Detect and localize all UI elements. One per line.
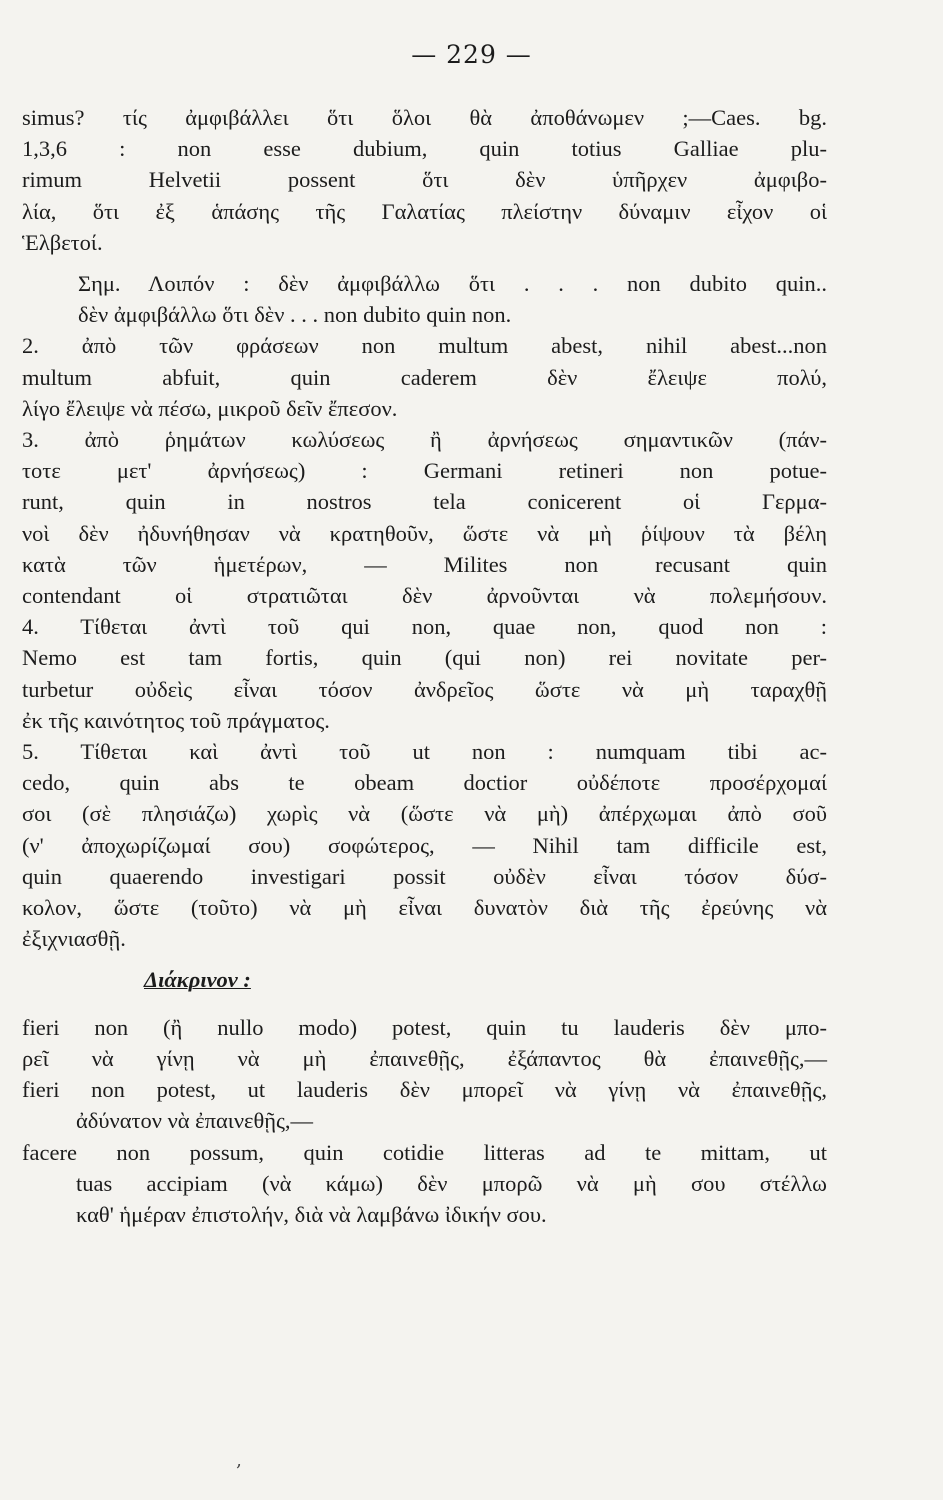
- section-heading: Διάκρινον :: [144, 967, 251, 993]
- text-line: λίγο ἔλειψε νὰ πέσω, μικροῦ δεῖν ἔπεσον.: [22, 395, 398, 421]
- text-line: cedo, quin abs te obeam doctior οὐδέποτε προσέρχομαί: [22, 770, 827, 796]
- text-line: 2. ἀπὸ τῶν φράσεων non multum abest, nihil abest...non: [22, 333, 827, 359]
- text-line: ἐκ τῆς καινότητος τοῦ πράγματος.: [22, 707, 330, 733]
- text-line: λία, ὅτι ἐξ ἁπάσης τῆς Γαλατίας πλείστην δύναμιν εἶχον οἱ: [22, 198, 827, 224]
- text-line: ἐξιχνιασθῇ.: [22, 926, 126, 952]
- text-line: τοτε μετ' ἀρνήσεως) : Germani retineri non potue-: [22, 458, 827, 484]
- page-number: — 229 —: [411, 40, 532, 69]
- text-line: 1,3,6 : non esse dubium, quin totius Galliae plu-: [22, 136, 827, 162]
- text-line: σοι (σὲ πλησιάζω) χωρὶς νὰ (ὥστε νὰ μὴ) ἀπέρχωμαι ἀπὸ σοῦ: [22, 801, 827, 827]
- text-line: contendant οἱ στρατιῶται δὲν ἀρνοῦνται νὰ πολεμήσουν.: [22, 583, 827, 609]
- text-line: ρεῖ νὰ γίνῃ νὰ μὴ ἐπαινεθῇς, ἐξάπαντος θὰ ἐπαινεθῇς,—: [22, 1045, 827, 1071]
- text-line: fieri non potest, ut lauderis δὲν μπορεῖ νὰ γίνῃ νὰ ἐπαινεθῇς,: [22, 1077, 827, 1103]
- stray-mark: ‚: [236, 1450, 242, 1471]
- text-line: multum abfuit, quin caderem δὲν ἔλειψε πολύ,: [22, 364, 827, 390]
- text-line: 4. Τίθεται ἀντὶ τοῦ qui non, quae non, quod non :: [22, 614, 827, 640]
- text-line: 5. Τίθεται καὶ ἀντὶ τοῦ ut non : numquam tibi ac-: [22, 739, 827, 765]
- text-line: fieri non (ἢ nullo modo) potest, quin tu lauderis δὲν μπο-: [22, 1014, 827, 1040]
- text-line: quin quaerendo investigari possit οὐδὲν εἶναι τόσον δύσ-: [22, 863, 827, 889]
- text-line: facere non possum, quin cotidie litteras ad te mittam, ut: [22, 1139, 827, 1165]
- text-line: 3. ἀπὸ ῥημάτων κωλύσεως ἢ ἀρνήσεως σημαντικῶν (πάν-: [22, 427, 827, 453]
- text-line: (ν' ἀποχωρίζωμαί σου) σοφώτερος, — Nihil tam difficile est,: [22, 832, 827, 858]
- text-line: κολον, ὥστε (τοῦτο) νὰ μὴ εἶναι δυνατὸν διὰ τῆς ἐρεύνης νὰ: [22, 895, 827, 921]
- text-line: runt, quin in nostros tela conicerent οἱ Γερμα-: [22, 489, 827, 515]
- text-line: νοὶ δὲν ἠδυνήθησαν νὰ κρατηθοῦν, ὥστε νὰ μὴ ῥίψουν τὰ βέλη: [22, 520, 827, 546]
- text-line: rimum Helvetii possent ὅτι δὲν ὑπῆρχεν ἀμφιβο-: [22, 167, 827, 193]
- text-line: Ἑλβετοί.: [22, 229, 103, 255]
- text-line: simus? τίς ἀμφιβάλλει ὅτι ὅλοι θὰ ἀποθάνωμεν ;—Caes. bg.: [22, 105, 827, 130]
- page-text: [22, 102, 827, 1230]
- text-line: tuas accipiam (νὰ κάμω) δὲν μπορῶ νὰ μὴ σου στέλλω: [76, 1170, 827, 1196]
- text-line: turbetur οὐδεὶς εἶναι τόσον ἀνδρεῖος ὥστε νὰ μὴ ταραχθῇ: [22, 676, 827, 702]
- text-line: κατὰ τῶν ἡμετέρων, — Milites non recusant quin: [22, 551, 827, 577]
- text-line: Σημ. Λοιπόν : δὲν ἀμφιβάλλω ὅτι . . . non dubito quin..: [78, 271, 827, 297]
- text-line: Nemo est tam fortis, quin (qui non) rei novitate per-: [22, 645, 827, 671]
- text-line: καθ' ἡμέραν ἐπιστολήν, διὰ νὰ λαμβάνω ἰδικήν σου.: [76, 1201, 547, 1227]
- text-line: ἀδύνατον νὰ ἐπαινεθῇς,—: [76, 1108, 314, 1134]
- text-line: δὲν ἀμφιβάλλω ὅτι δὲν . . . non dubito quin non.: [78, 302, 512, 328]
